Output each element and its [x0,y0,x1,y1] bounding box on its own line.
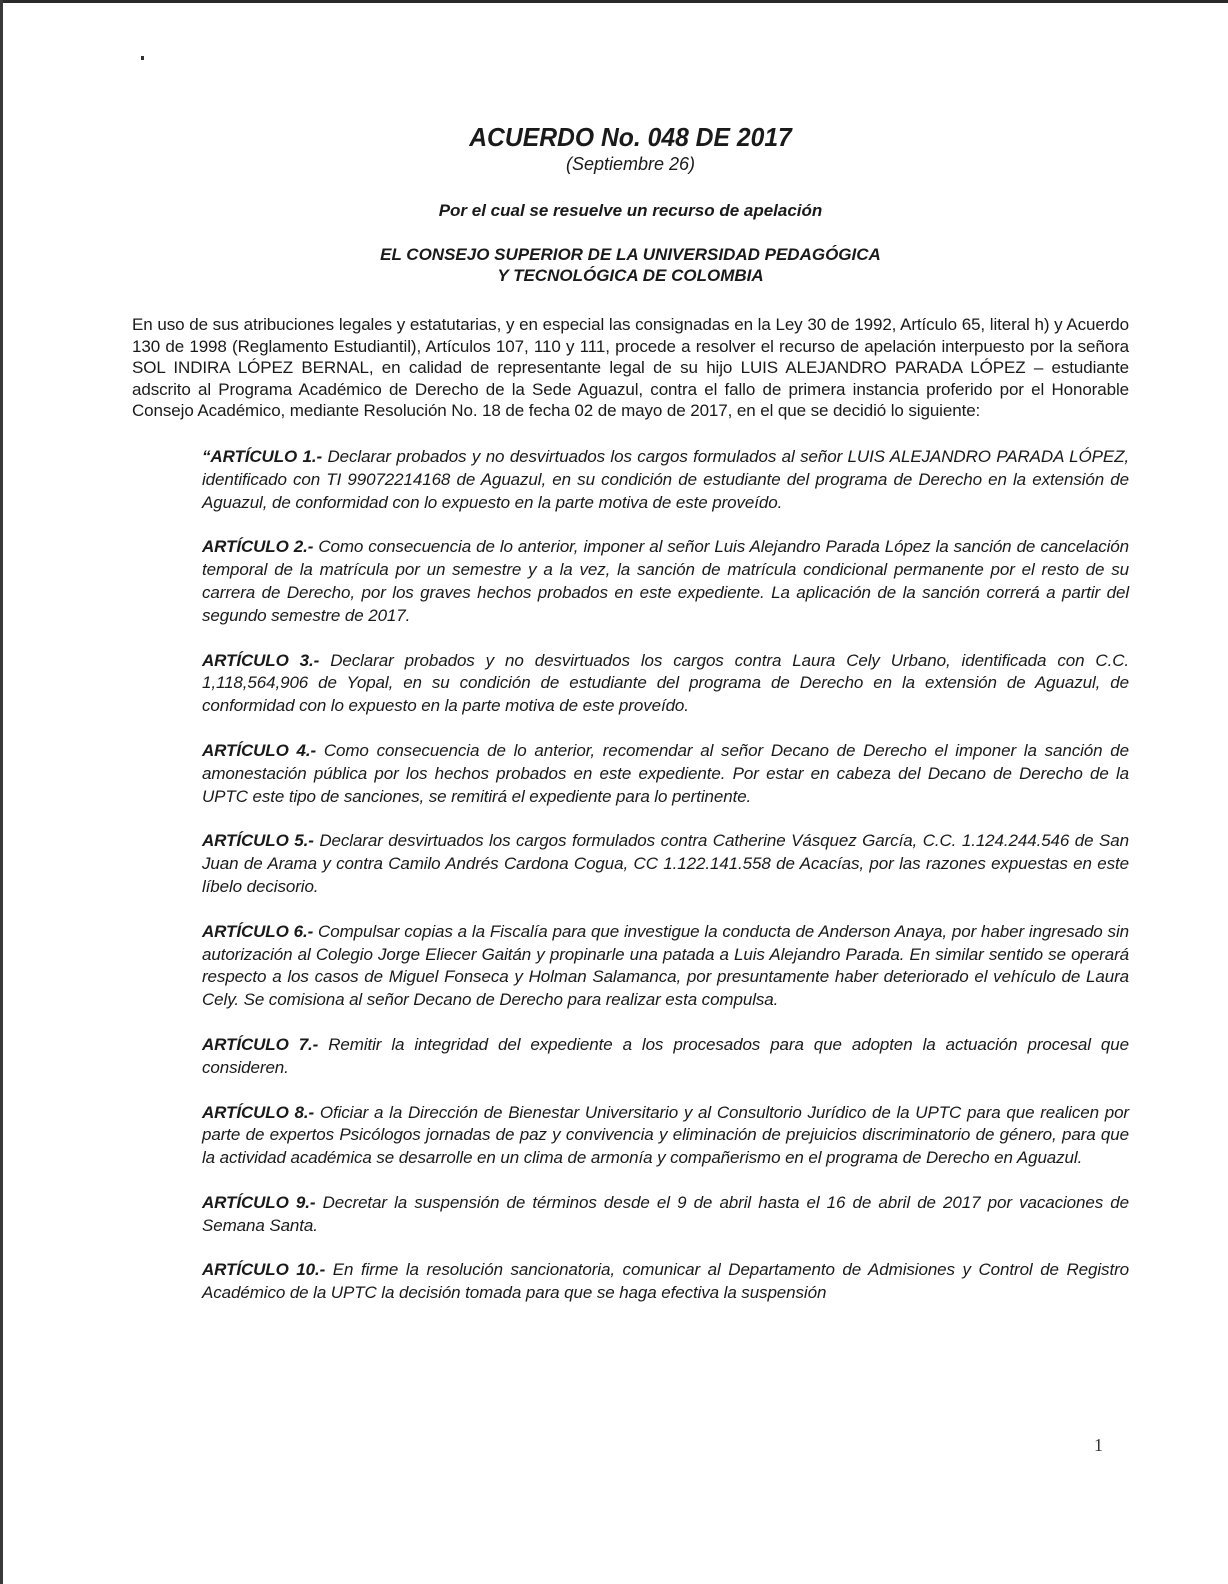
article-heading: ARTÍCULO 8.- [202,1102,315,1122]
article-1 [202,446,1129,514]
article-heading: ARTÍCULO 3.- [202,650,320,670]
article-text: Declarar desvirtuados los cargos formulados contra Catherine Vásquez García, C.C. 1.124.244.546 de San Juan de Arama y contra Camilo Andrés Cardona Cogua, CC 1.122.141.558 de Acacías, por las razones expuestas en este líbelo decisorio. [202,831,1129,896]
articles-list [202,446,1129,1305]
issuing-body-line-2: Y TECNOLÓGICA DE COLOMBIA [497,266,764,285]
article-text: Declarar probados y no desvirtuados los cargos contra Laura Cely Urbano, identificada con C.C. 1,118,564,906 de Yopal, en su condición de estudiante del programa de Derecho en la extensión de Aguazul, de conformidad con lo expuesto en la parte motiva de este proveído. [202,650,1129,716]
article-heading: ARTÍCULO 7.- [202,1034,319,1054]
article-text: Declarar probados y no desvirtuados los cargos formulados al señor LUIS ALEJANDRO PARADA LÓPEZ, identificado con TI 99072214168 de Aguazul, en su condición de estudiante del programa de Derecho en la extensión de Aguazul, de conformidad con lo expuesto en la parte motiva de este proveído. [202,446,1129,512]
article-6 [202,921,1129,1012]
issuing-body [132,244,1129,286]
page-number: 1 [1094,1435,1103,1455]
article-3 [202,650,1129,718]
article-heading: ARTÍCULO 6.- [202,921,314,941]
scan-border-left [0,0,3,1584]
article-text: Decretar la suspensión de términos desde el 9 de abril hasta el 16 de abril de 2017 por vacaciones de Semana Santa. [202,1192,1129,1235]
document-page [132,116,1129,1327]
document-subject: Por el cual se resuelve un recurso de apelación [438,201,823,220]
article-text: Compulsar copias a la Fiscalía para que investigue la conducta de Anderson Anaya, por haber ingresado sin autorización al Colegio Jorge Eliecer Gaitán y propinarle una patada a Luis Alejandro Parada. En similar sentido se operará respecto a los casos de Miguel Fonseca y Holman Salamanca, por presuntamente haber deteriorado el vehículo de Laura Cely. Se comisiona al señor Decano de Derecho para realizar esta compulsa. [202,921,1129,1010]
article-7 [202,1034,1129,1080]
article-8 [202,1102,1129,1170]
article-heading: ARTÍCULO 9.- [202,1192,316,1212]
article-text: Como consecuencia de lo anterior, imponer al señor Luis Alejandro Parada López la sanción de cancelación temporal de la matrícula por un semestre y a la vez, la sanción de matrícula condicional permanente por el resto de su carrera de Derecho, por los graves hechos probados en este expediente. La aplicación de la sanción correrá a partir del segundo semestre de 2017. [202,537,1129,625]
article-heading: “ARTÍCULO 1.- [202,446,323,466]
article-heading: ARTÍCULO 2.- [202,537,314,557]
article-text: Como consecuencia de lo anterior, recomendar al señor Decano de Derecho el imponer la sanción de amonestación pública por los hechos probados en este expediente. Por estar en cabeza del Decano de Derecho de la UPTC este tipo de sanciones, se remitirá el expediente para lo pertinente. [202,740,1129,806]
article-heading: ARTÍCULO 5.- [202,831,314,851]
article-text: Oficiar a la Dirección de Bienestar Universitario y al Consultorio Jurídico de la UPTC para que realicen por parte de expertos Psicólogos jornadas de paz y convivencia y eliminación de prejuicios discriminatorio de género, para que la actividad académica se desarrolle en un clima de armonía y compañerismo en el programa de Derecho en Aguazul. [202,1102,1129,1168]
article-2 [202,536,1129,627]
article-text: Remitir la integridad del expediente a los procesados para que adopten la actuación procesal que consideren. [202,1034,1129,1077]
article-4 [202,740,1129,808]
article-5 [202,830,1129,898]
scan-speck [141,56,144,60]
document-title: ACUERDO No. 048 DE 2017 [469,122,792,152]
article-heading: ARTÍCULO 4.- [202,740,317,760]
article-text: En firme la resolución sancionatoria, comunicar al Departamento de Admisiones y Control de Registro Académico de la UPTC la decisión tomada para que se haga efectiva la suspensión [202,1260,1129,1303]
article-9 [202,1192,1129,1238]
article-10 [202,1259,1129,1305]
article-heading: ARTÍCULO 10.- [202,1260,326,1280]
preamble-paragraph: En uso de sus atribuciones legales y estatutarias, y en especial las consignadas en la Ley 30 de 1992, Artículo 65, literal h) y Acuerdo 130 de 1998 (Reglamento Estudiantil), Artículos 107, 110 y 111, procede a resolver el recurso de apelación interpuesto por la señora SOL INDIRA LÓPEZ BERNAL, en calidad de representante legal de su hijo LUIS ALEJANDRO PARADA LÓPEZ – estudiante adscrito al Programa Académico de Derecho de la Sede Aguazul, contra el fallo de primera instancia proferido por el Honorable Consejo Académico, mediante Resolución No. 18 de fecha 02 de mayo de 2017, en el que se decidió lo siguiente: [132,315,1129,421]
issuing-body-line-1: EL CONSEJO SUPERIOR DE LA UNIVERSIDAD PEDAGÓGICA [380,245,881,264]
document-date: (Septiembre 26) [565,154,696,174]
scan-border-top [0,0,1228,3]
